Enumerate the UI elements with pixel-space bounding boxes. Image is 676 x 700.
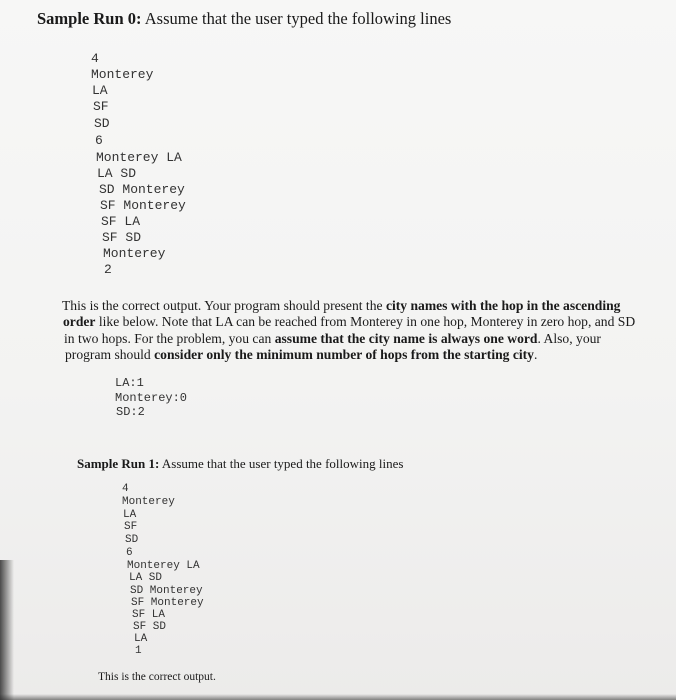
input-line: SF LA <box>132 609 166 621</box>
input-line: SD <box>125 534 139 546</box>
input-line: SD <box>94 116 110 131</box>
input-line: 6 <box>95 133 103 148</box>
input-line: SF <box>124 521 138 533</box>
paragraph-line <box>65 347 537 363</box>
page-bottom-shadow <box>0 694 676 700</box>
input-line: SF SD <box>102 230 142 245</box>
input-line: SD Monterey <box>99 182 185 197</box>
output-line: SD:2 <box>116 405 145 419</box>
input-line: SF SD <box>133 621 167 633</box>
input-line: Monterey <box>122 496 175 508</box>
input-line: Monterey LA <box>96 150 182 165</box>
input-line: LA <box>92 83 108 98</box>
input-line: SF Monterey <box>100 198 186 213</box>
paragraph-text: This is the correct output. Your program should present the <box>62 298 386 313</box>
input-line: 4 <box>122 483 129 495</box>
input-line: LA <box>134 633 148 645</box>
correct-output-caption: This is the correct output. <box>98 671 216 683</box>
input-line: SF Monterey <box>131 597 204 609</box>
input-line: Monterey <box>103 246 166 261</box>
paragraph-text: like below. Note that LA can be reached from Monterey in one hop, Monterey in zero hop, and SD <box>95 314 636 329</box>
sample-run-1-label: Sample Run 1: <box>77 456 160 471</box>
input-line: SF LA <box>101 214 141 229</box>
page-edge-shadow <box>0 560 14 700</box>
paragraph-line <box>64 331 601 347</box>
input-line: SD Monterey <box>130 585 203 597</box>
input-line: LA SD <box>129 572 163 584</box>
sample-run-0-heading-text: Assume that the user typed the following lines <box>141 9 452 28</box>
input-line: LA <box>123 509 137 521</box>
input-line: 4 <box>91 51 99 66</box>
sample-run-0-label: Sample Run 0: <box>37 9 142 28</box>
emphasis-text: city names with the hop in the ascending <box>385 298 621 313</box>
paragraph-text: program should <box>65 347 155 362</box>
paragraph-line <box>62 298 620 314</box>
paragraph-text: in two hops. For the problem, you can <box>64 331 275 346</box>
input-line: Monterey <box>91 67 154 82</box>
output-line: LA:1 <box>115 376 144 390</box>
output-line: Monterey:0 <box>115 391 188 405</box>
input-line: 6 <box>126 547 133 559</box>
emphasis-text: consider only the minimum number of hops from the starting city <box>154 347 534 362</box>
sample-run-0-heading <box>37 9 451 29</box>
paragraph-text: . Also, your <box>537 331 601 346</box>
sample-run-1-heading-text: Assume that the user typed the following lines <box>159 456 404 471</box>
input-line: LA SD <box>97 166 137 181</box>
sample-run-1-heading <box>77 456 403 472</box>
emphasis-text: assume that the city name is always one word <box>274 331 538 346</box>
emphasis-text: order <box>63 314 96 329</box>
input-line: SF <box>93 99 109 114</box>
paragraph-line <box>63 314 635 330</box>
paragraph-text: . <box>533 347 538 362</box>
input-line: 1 <box>135 645 142 657</box>
input-line: Monterey LA <box>127 560 200 572</box>
input-line: 2 <box>104 262 112 277</box>
